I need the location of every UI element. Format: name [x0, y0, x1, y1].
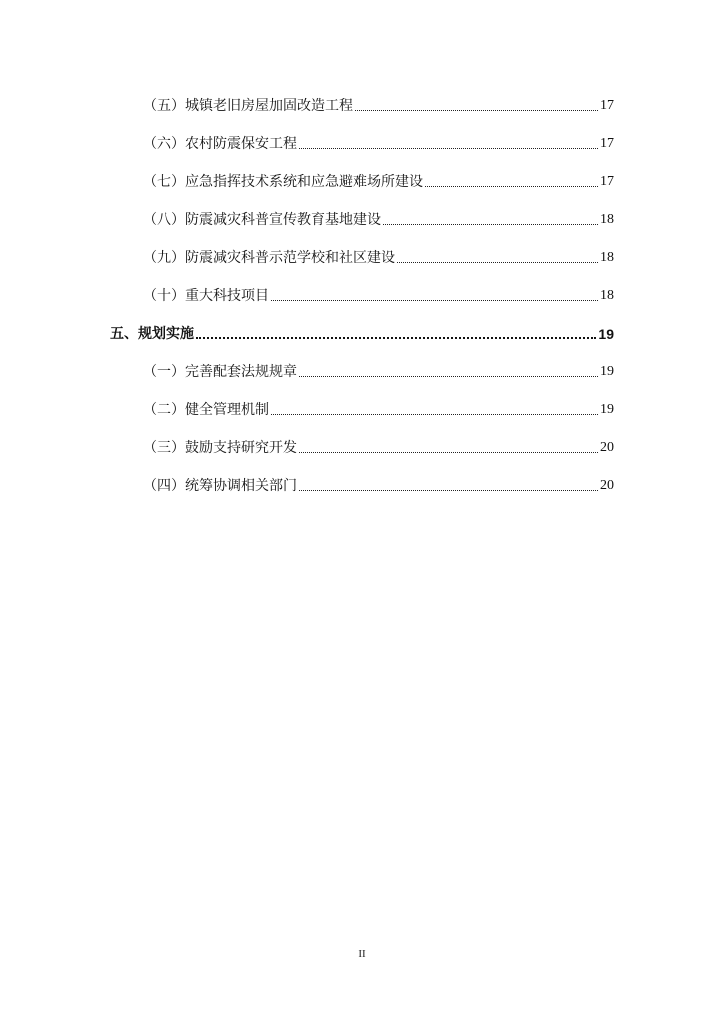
toc-entry-page: 20: [600, 478, 614, 493]
toc-entry-title: （四）统筹协调相关部门: [143, 478, 297, 494]
toc-entry-page: 19: [600, 364, 614, 379]
toc-entry[interactable]: [143, 476, 614, 496]
toc-entry-page: 17: [600, 98, 614, 113]
toc-leader-dots: [196, 336, 596, 339]
toc-leader-dots: [397, 261, 598, 263]
toc-entry[interactable]: [143, 286, 614, 306]
toc-entry[interactable]: [143, 96, 614, 116]
toc-entry-title: （二）健全管理机制: [143, 402, 269, 418]
toc-entry-page: 18: [600, 212, 614, 227]
toc-entry-page: 20: [600, 440, 614, 455]
toc-leader-dots: [299, 489, 598, 491]
toc-entry-title: （七）应急指挥技术系统和应急避难场所建设: [143, 174, 423, 190]
toc-leader-dots: [299, 451, 598, 453]
toc-entry-title: （五）城镇老旧房屋加固改造工程: [143, 98, 353, 114]
toc-entry-title: （九）防震减灾科普示范学校和社区建设: [143, 250, 395, 266]
toc-entry-page: 18: [600, 288, 614, 303]
toc-entry-title: （六）农村防震保安工程: [143, 136, 297, 152]
toc-entry[interactable]: [143, 134, 614, 154]
toc-leader-dots: [271, 299, 598, 301]
toc-entry[interactable]: [143, 438, 614, 458]
toc-leader-dots: [383, 223, 598, 225]
toc-entry[interactable]: [143, 248, 614, 268]
toc-entry-title: （十）重大科技项目: [143, 288, 269, 304]
toc-leader-dots: [299, 375, 598, 377]
toc-leader-dots: [425, 185, 598, 187]
toc-leader-dots: [355, 109, 598, 111]
toc-section-page: 19: [598, 326, 614, 342]
toc-leader-dots: [299, 147, 598, 149]
toc-section-entry[interactable]: [110, 324, 614, 344]
toc-entry[interactable]: [143, 172, 614, 192]
toc-entry-page: 19: [600, 402, 614, 417]
page-number: II: [358, 948, 366, 960]
toc-entry-page: 18: [600, 250, 614, 265]
toc-entry[interactable]: [143, 400, 614, 420]
toc-entry-page: 17: [600, 136, 614, 151]
toc-entry-title: （三）鼓励支持研究开发: [143, 440, 297, 456]
toc-section-title: 五、规划实施: [110, 326, 194, 342]
toc-entry-title: （八）防震减灾科普宣传教育基地建设: [143, 212, 381, 228]
toc-leader-dots: [271, 413, 598, 415]
toc-entry-page: 17: [600, 174, 614, 189]
toc-entry[interactable]: [143, 210, 614, 230]
toc-entry[interactable]: [143, 362, 614, 382]
toc-entry-title: （一）完善配套法规规章: [143, 364, 297, 380]
